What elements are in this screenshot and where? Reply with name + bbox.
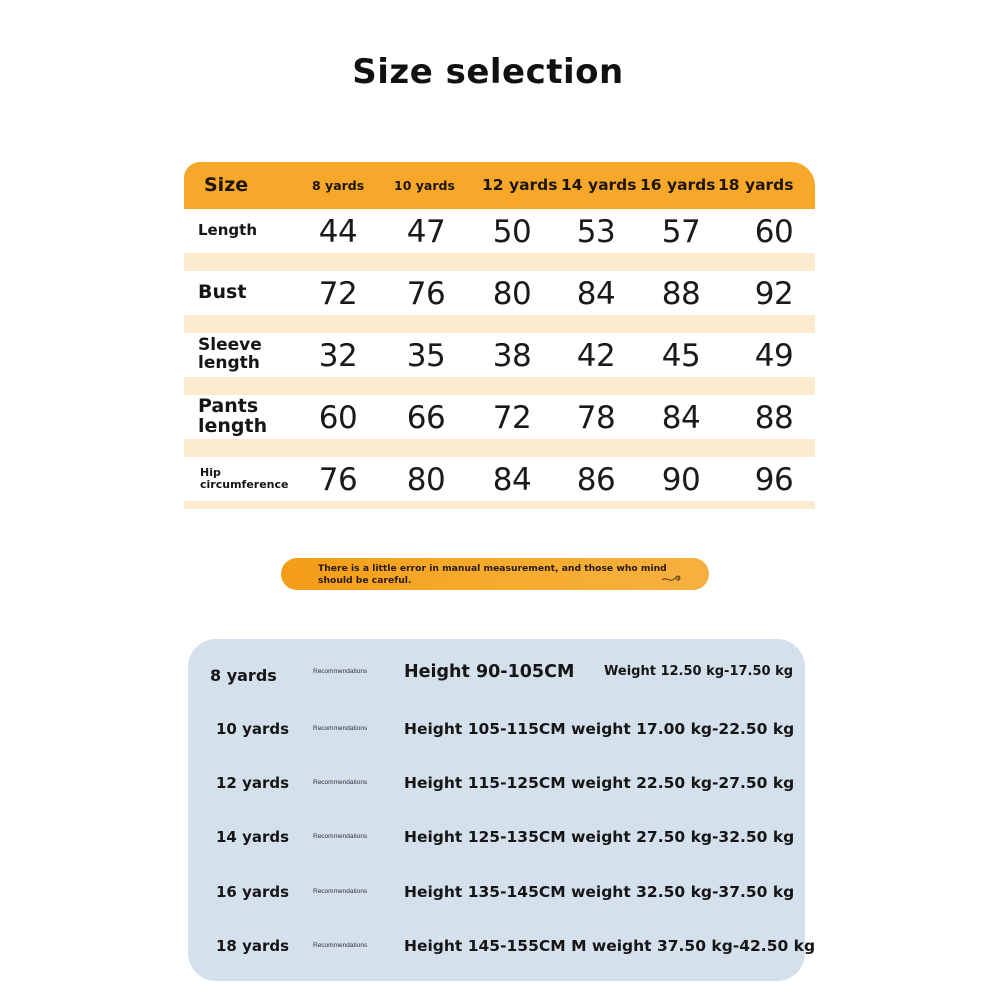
rec-size: 10 yards xyxy=(216,720,290,738)
rec-text: Height 115-125CM weight 22.50 kg-27.50 kg xyxy=(404,774,795,792)
recommendation-row xyxy=(188,768,805,798)
column-header: 18 yards xyxy=(718,176,794,194)
table-cell: 86 xyxy=(576,462,616,498)
row-label: Length xyxy=(198,221,257,240)
table-cell: 60 xyxy=(754,214,794,250)
recommendation-row xyxy=(188,714,805,744)
rec-text: Height 135-145CM weight 32.50 kg-37.50 kg xyxy=(404,883,795,901)
table-cell: 78 xyxy=(576,400,616,436)
measurement-note xyxy=(281,558,709,590)
table-cell: 88 xyxy=(754,400,794,436)
rec-text: Height 145-155CM M weight 37.50 kg-42.50 kg xyxy=(404,937,816,955)
table-row xyxy=(184,271,815,315)
table-cell: 60 xyxy=(318,400,358,436)
column-header: 12 yards xyxy=(482,176,558,194)
recommendation-row xyxy=(188,931,816,961)
table-cell: 57 xyxy=(661,214,701,250)
table-cell: 72 xyxy=(492,400,532,436)
table-cell: 38 xyxy=(492,338,532,374)
rec-tag: Recommendations xyxy=(313,779,368,786)
rec-weight: Weight 12.50 kg-17.50 kg xyxy=(604,664,794,679)
recommendation-row xyxy=(188,657,805,687)
column-header: 8 yards xyxy=(312,178,365,193)
table-cell: 35 xyxy=(406,338,446,374)
table-cell: 92 xyxy=(754,276,794,312)
rec-height: Height 90-105CM xyxy=(404,662,575,682)
rec-size: 14 yards xyxy=(216,828,290,846)
table-cell: 90 xyxy=(661,462,701,498)
table-cell: 53 xyxy=(576,214,616,250)
rec-size: 8 yards xyxy=(210,666,277,685)
table-row xyxy=(184,333,815,377)
squiggle-icon xyxy=(661,574,681,584)
size-table-header xyxy=(184,162,815,209)
rec-tag: Recommendations xyxy=(313,942,368,949)
table-cell: 50 xyxy=(492,214,532,250)
rec-tag: Recommendations xyxy=(313,888,368,895)
row-label: Bust xyxy=(198,281,247,304)
row-label: Sleeve length xyxy=(198,335,262,373)
table-cell: 96 xyxy=(754,462,794,498)
table-cell: 84 xyxy=(661,400,701,436)
table-cell: 32 xyxy=(318,338,358,374)
table-cell: 76 xyxy=(406,276,446,312)
row-separator xyxy=(184,377,815,395)
page-title: Size selection xyxy=(352,52,624,92)
table-cell: 47 xyxy=(406,214,446,250)
table-row xyxy=(184,209,815,253)
rec-size: 18 yards xyxy=(216,937,290,955)
measurement-note-text: There is a little error in manual measurement, and those who mind should be careful. xyxy=(318,563,667,586)
size-header-label: Size xyxy=(204,174,249,196)
rec-size: 16 yards xyxy=(216,883,290,901)
rec-tag: Recommendations xyxy=(313,725,368,732)
table-cell: 44 xyxy=(318,214,358,250)
table-cell: 88 xyxy=(661,276,701,312)
table-row xyxy=(184,457,815,501)
table-cell: 84 xyxy=(576,276,616,312)
rec-text: Height 125-135CM weight 27.50 kg-32.50 kg xyxy=(404,828,795,846)
size-table xyxy=(184,162,815,509)
row-label: Hip circumference xyxy=(200,466,289,491)
table-cell: 42 xyxy=(576,338,616,374)
table-footer-strip xyxy=(184,501,815,509)
recommendation-panel xyxy=(188,639,816,981)
table-cell: 80 xyxy=(492,276,532,312)
table-cell: 72 xyxy=(318,276,358,312)
rec-size: 12 yards xyxy=(216,774,290,792)
rec-tag: Recommendations xyxy=(313,668,368,675)
row-separator xyxy=(184,315,815,333)
table-cell: 49 xyxy=(754,338,794,374)
row-separator xyxy=(184,439,815,457)
table-cell: 80 xyxy=(406,462,446,498)
table-cell: 76 xyxy=(318,462,358,498)
rec-tag: Recommendations xyxy=(313,833,368,840)
column-header: 10 yards xyxy=(394,178,455,193)
table-cell: 45 xyxy=(661,338,701,374)
row-separator xyxy=(184,253,815,271)
table-row xyxy=(184,395,815,439)
recommendation-row xyxy=(188,877,805,907)
column-header: 14 yards xyxy=(561,176,637,194)
recommendation-row xyxy=(188,822,805,852)
table-cell: 66 xyxy=(406,400,446,436)
rec-text: Height 105-115CM weight 17.00 kg-22.50 kg xyxy=(404,720,795,738)
table-cell: 84 xyxy=(492,462,532,498)
column-header: 16 yards xyxy=(640,176,716,194)
row-label: Pants length xyxy=(198,395,268,437)
